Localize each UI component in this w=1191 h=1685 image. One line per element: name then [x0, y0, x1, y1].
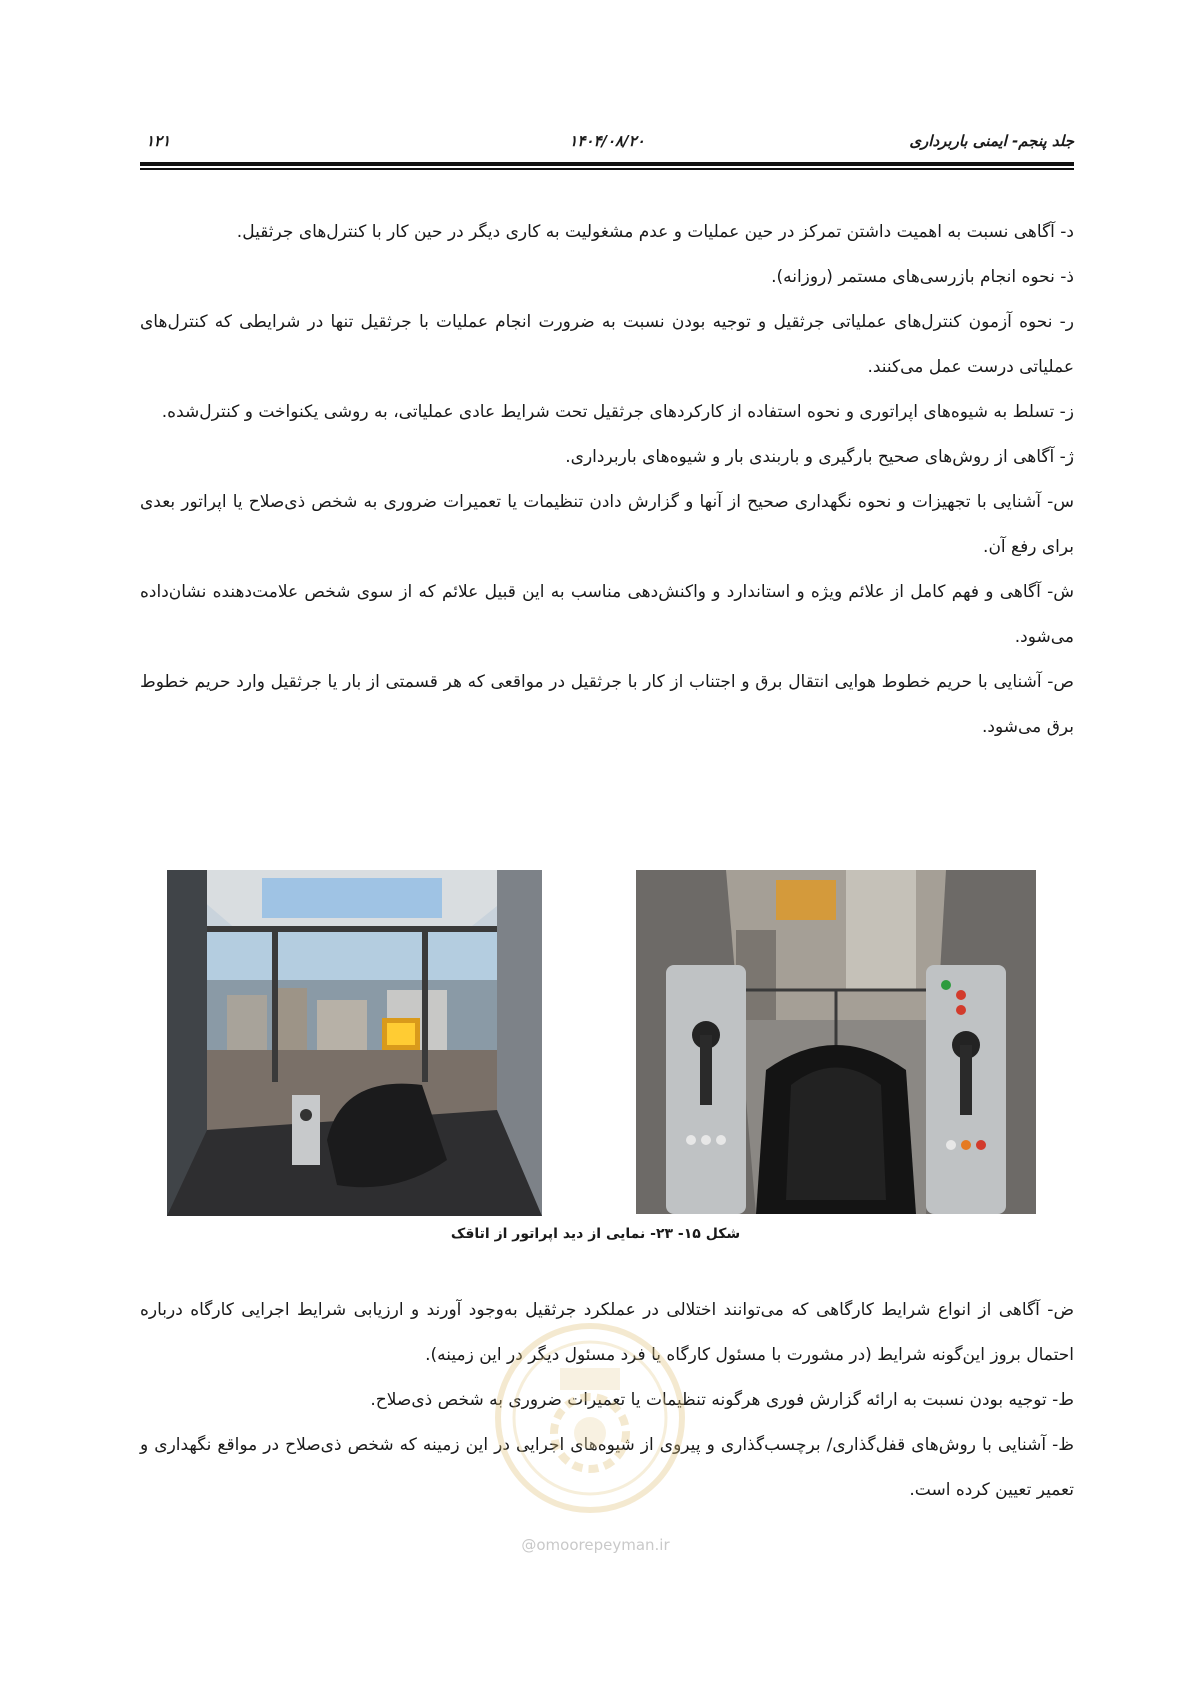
figure-caption: شکل ۱۵- ۲۳- نمایی از دید اپراتور از اتاقک [450, 1226, 741, 1242]
paragraph-dal: د- آگاهی نسبت به اهمیت داشتن تمرکز در حین عملیات و عدم مشغولیت به کاری دیگر در حین کار با کنترل‌های جرثقیل. [236, 222, 1074, 242]
cabin-interior-photo [167, 870, 542, 1216]
page-header [140, 128, 1074, 158]
page-number: ۱۲۱ [146, 132, 171, 150]
paragraph-shin: ش- آگاهی و فهم کامل از علائم ویژه و استاندارد و واکنش‌دهی مناسب به این قبیل علائم که از سوی شخص علامت‌دهنده نشان‌داده می‌شود. [140, 582, 1074, 647]
paragraph-ze: ز- تسلط به شیوه‌های اپراتوری و نحوه استفاده از کارکردهای جرثقیل تحت شرایط عادی عملیاتی، به روشی یکنواخت و کنترل‌شده. [161, 402, 1074, 422]
watermark-url: @omoorepeyman.ir [521, 1536, 670, 1554]
watermark-seal-icon [490, 1318, 690, 1518]
paragraph-za: ظ- آشنایی با روش‌های قفل‌گذاری/ برچسب‌گذاری و پیروی از شیوه‌های اجرایی در این زمینه که شخص ذی‌صلاح در مواقع نگهداری و تعمیر تعیین کرده است. [140, 1435, 1074, 1500]
paragraph-sin: س- آشنایی با تجهیزات و نحوه نگهداری صحیح از آنها و گزارش دادن تنظیمات یا تعمیرات ضروری به شخص ذی‌صلاح یا اپراتور بعدی برای رفع آن. [140, 492, 1074, 557]
operator-seat-illustration [636, 870, 1036, 1214]
paragraph-zad: ض- آگاهی از انواع شرایط کارگاهی که می‌توانند اختلالی در عملکرد جرثقیل به‌وجود آورند و ارزیابی شرایط اجرایی کارگاه درباره احتمال بروز این‌گونه شرایط (در مشورت با مسئول کارگاه یا فرد مسئول دیگر در این زمینه). [140, 1300, 1074, 1365]
book-title: جلد پنجم- ایمنی باربرداری [909, 132, 1074, 150]
figure-operator-cabin [0, 870, 1191, 1220]
header-date: ۱۴۰۴/۰۸/۲۰ [569, 132, 645, 150]
cabin-interior-illustration [167, 870, 542, 1216]
body-text-top [140, 210, 1074, 750]
paragraph-re: ر- نحوه آزمون کنترل‌های عملیاتی جرثقیل و توجیه بودن نسبت به ضرورت انجام عملیات با جرثقیل تنها در شرایطی که کنترل‌های عملیاتی درست عمل می‌کنند. [140, 312, 1074, 377]
paragraph-zal: ذ- نحوه انجام بازرسی‌های مستمر (روزانه). [771, 267, 1074, 287]
paragraph-sad: ص- آشنایی با حریم خطوط هوایی انتقال برق و اجتناب از کار با جرثقیل در مواقعی که هر قسمتی از بار یا جرثقیل وارد حریم خطوط برق می‌شود. [140, 672, 1074, 737]
header-rule-thin [140, 168, 1074, 170]
paragraph-ta: ط- توجیه بودن نسبت به ارائه گزارش فوری هرگونه تنظیمات یا تعمیرات ضروری به شخص ذی‌صلاح. [370, 1390, 1074, 1410]
header-rule-thick [140, 162, 1074, 166]
paragraph-zhe: ژ- آگاهی از روش‌های صحیح بارگیری و باربندی بار و شیوه‌های باربرداری. [565, 447, 1074, 467]
operator-seat-photo [636, 870, 1036, 1214]
